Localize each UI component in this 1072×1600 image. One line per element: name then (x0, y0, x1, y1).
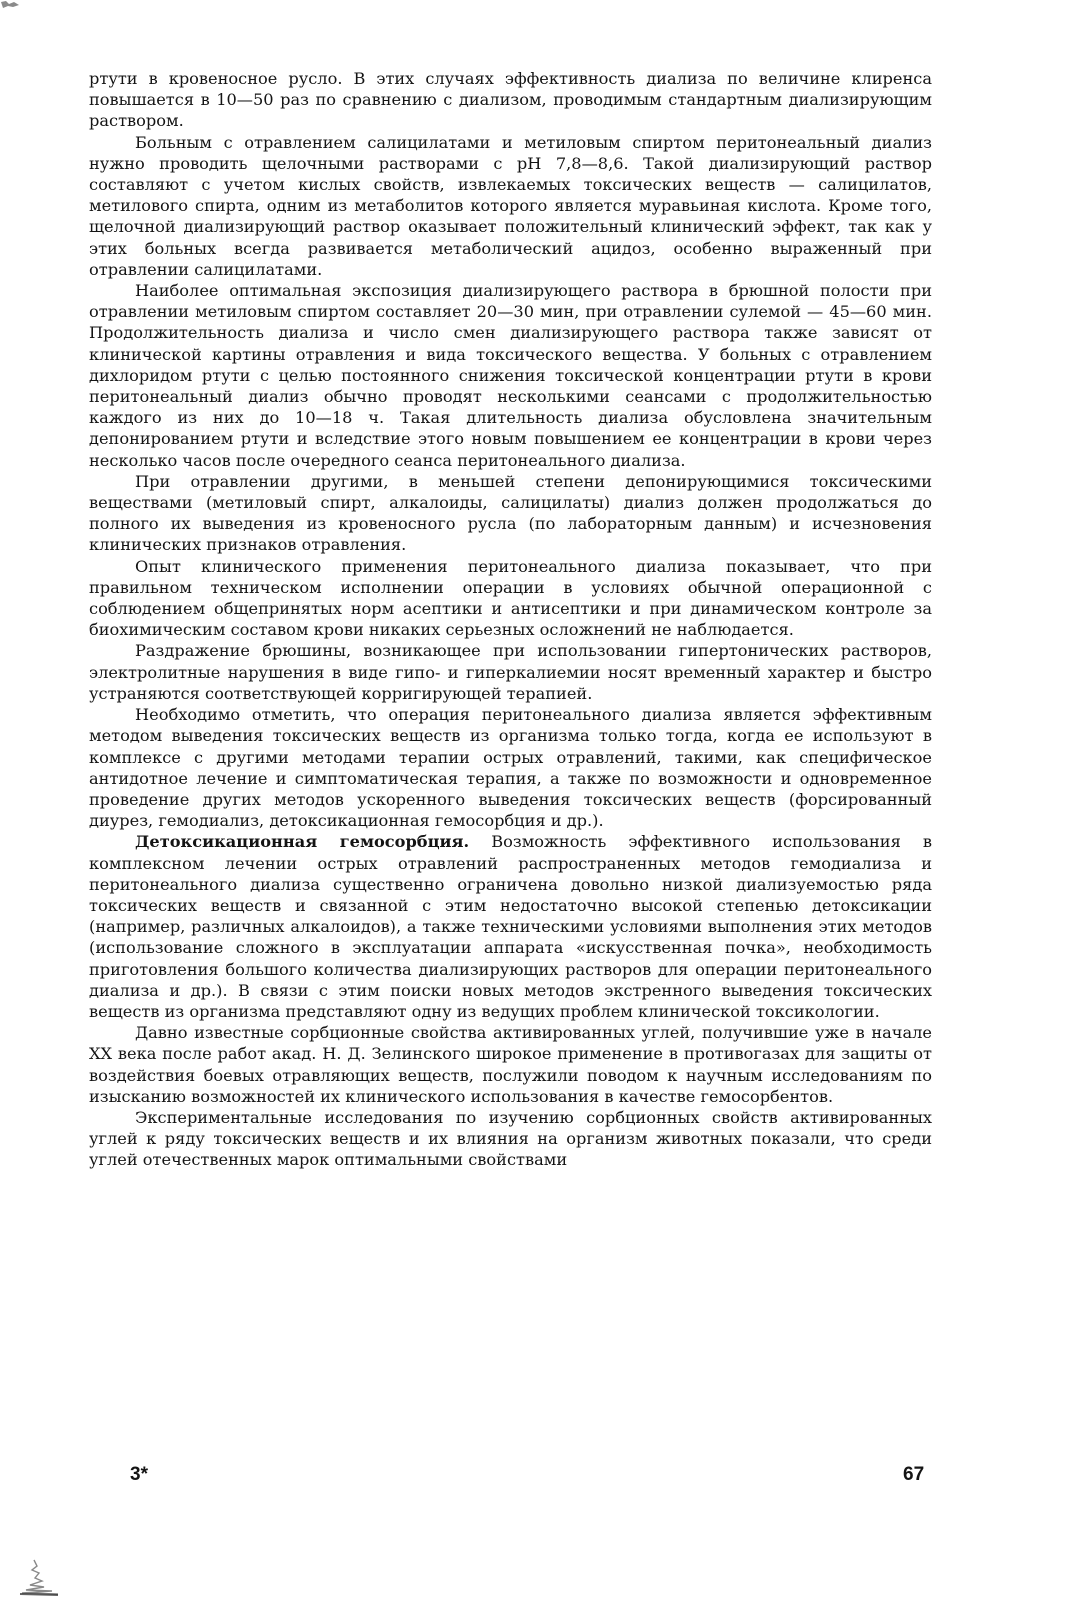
paragraph: Экспериментальные исследования по изучению сорбционных свойств активированных углей к ряду токсических веществ и их влияния на организм животных показали, что среди углей отечественных марок оптимальными свойствами (89, 1107, 932, 1170)
body-text (89, 68, 932, 1171)
section-paragraph-hemosorption (89, 831, 932, 1022)
signature-mark: 3* (130, 1464, 148, 1485)
section-run-in-heading: Детоксикационная гемосорбция. (135, 832, 470, 852)
paragraph: Давно известные сорбционные свойства активированных углей, получившие уже в начале XX века после работ акад. Н. Д. Зелинского широкое применение в противогазах для защиты от воздействия боевых отравляющих веществ, послужили поводом к научным исследованиям по изысканию возможностей их клинического использования в качестве гемосорбентов. (89, 1023, 932, 1106)
paragraph: При отравлении другими, в меньшей степени депонирующимися токсическими веществами (метиловый спирт, алкалоиды, салицилаты) диализ должен продолжаться до полного их выведения из кровеносного русла (по лабораторным данным) и исчезновения клинических признаков отравления. (89, 471, 932, 555)
scan-artifact-top-left (0, 0, 22, 10)
page-number: 67 (903, 1464, 925, 1485)
paragraph: Опыт клинического применения перитонеального диализа показывает, что при правильном техническом исполнении операции в условиях обычной операционной с соблюдением общепринятых норм асептики и антисептики и при динамическом контроле за биохимическим составом крови никаких серьезных осложнений не наблюдается. (89, 556, 932, 640)
paragraph: Необходимо отметить, что операция перитонеального диализа является эффективным методом выведения токсических веществ из организма только тогда, когда ее используют в комплексе с другими методами терапии острых отравлений, такими, как специфическое антидотное лечение и симптоматическая терапия, а также по возможности и одновременное проведение других методов ускоренного выведения токсических веществ (форсированный диурез, гемодиализ, детоксикационная гемосорбция и др.). (89, 705, 932, 831)
paragraph: Больным с отравлением салицилатами и метиловым спиртом перитонеальный диализ нужно проводить щелочными растворами с рН 7,8—8,6. Такой диализирующий раствор составляют с учетом кислых свойств, извлекаемых токсических веществ — салицилатов, метилового спирта, одним из метаболитов которого является муравьиная кислота. Кроме того, щелочной диализирующий раствор оказывает положительный клинический эффект, так как у этих больных всегда развивается метаболический ацидоз, особенно выраженный при отравлении салицилатами. (89, 132, 932, 279)
paragraph: ртути в кровеносное русло. В этих случаях эффективность диализа по величине клиренса повышается в 10—50 раз по сравнению с диализом, проводимым стандартным диализирующим раствором. (89, 69, 932, 131)
scan-artifact-bottom-left (18, 1556, 60, 1596)
paragraph: Раздражение брюшины, возникающее при использовании гипертонических растворов, электролитные нарушения в виде гипо- и гиперкалиемии носят временный характер и быстро устраняются соответствующей корригирующей терапией. (89, 641, 932, 703)
section-paragraph-text: Возможность эффективного использования в комплексном лечении острых отравлений распространенных методов гемодиализа и перитонеального диализа существенно ограничена довольно низкой диализуемостью ряда токсических веществ и связанной с этим недостаточно высокой степенью детоксикации (например, различных алкалоидов), а также техническими условиями выполнения этих методов (использование сложного в эксплуатации аппарата «искусственная почка», необходимость приготовления большого количества диализирующих растворов для операции перитонеального диализа и др.). В связи с этим поиски новых методов экстренного выведения токсических веществ из организма представляют одну из ведущих проблем клинической токсикологии. (89, 832, 932, 1021)
paragraph: Наиболее оптимальная экспозиция диализирующего раствора в брюшной полости при отравлении метиловым спиртом составляет 20—30 мин, при отравлении сулемой — 45—60 мин. Продолжительность диализа и число смен диализирующего раствора также зависят от клинической картины отравления и вида токсического вещества. У больных с отравлением дихлоридом ртути с целью постоянного снижения токсической концентрации ртути в крови перитонеальный диализ обычно проводят несколькими сеансами с продолжительностью каждого из них до 10—18 ч. Такая длительность диализа обусловлена значительным депонированием ртути и вследствие этого новым повышением ее концентрации в крови через несколько часов после очередного сеанса перитонеального диализа. (89, 281, 932, 470)
